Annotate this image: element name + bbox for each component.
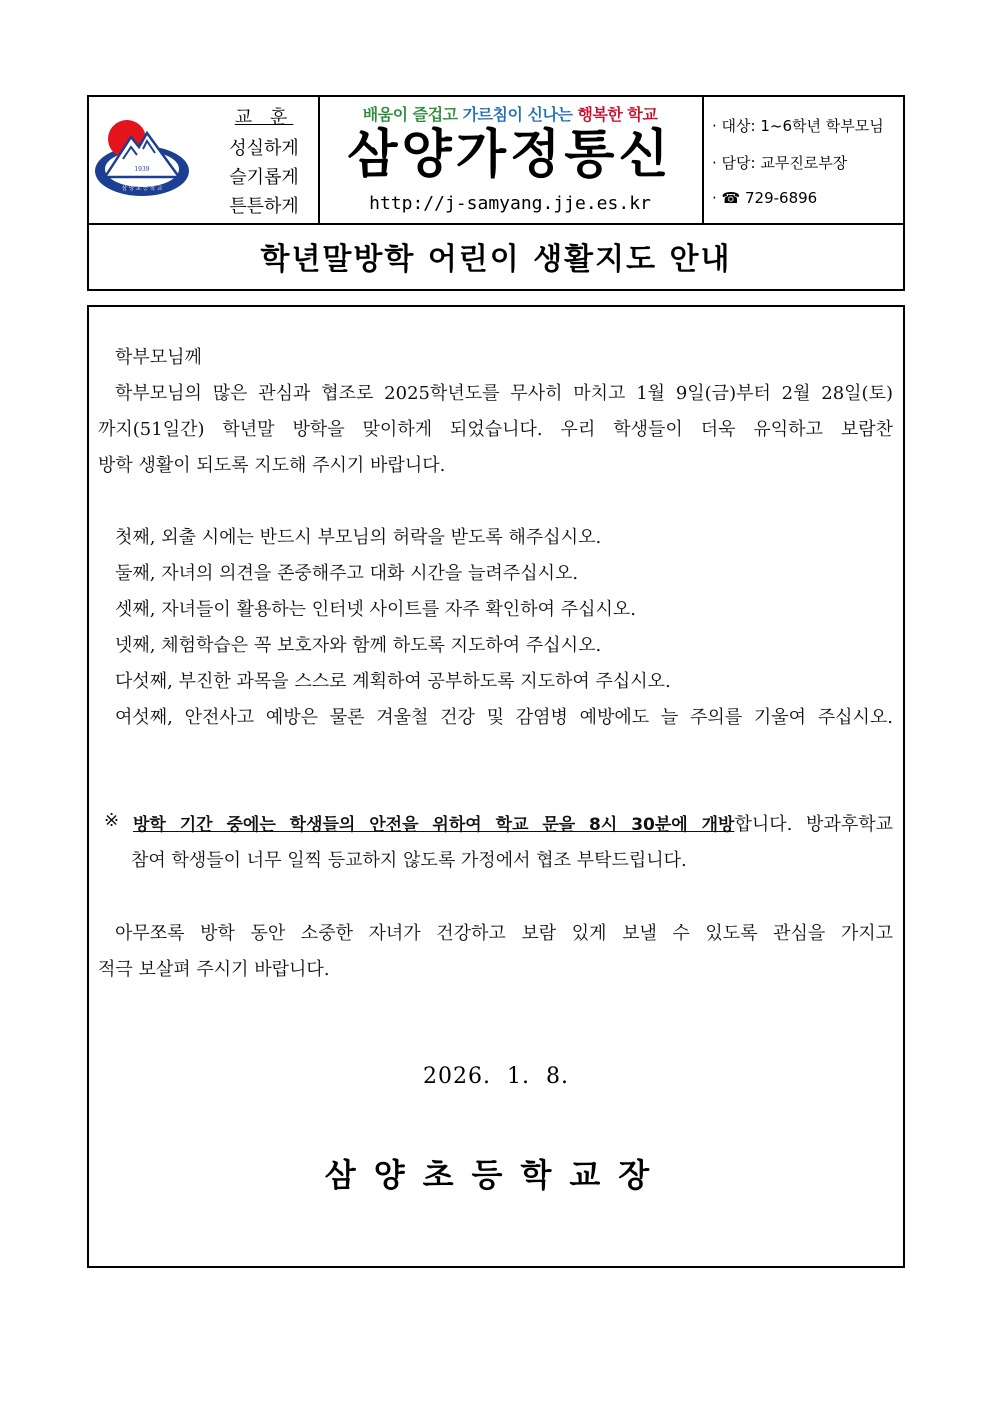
guideline-item: 둘째, 자녀의 의견을 존중해주고 대화 시간을 늘려주십시오.: [115, 563, 579, 584]
school-url: http://j-samyang.jje.es.kr: [369, 193, 651, 214]
newsletter-header: [87, 95, 905, 291]
newsletter-title: 삼양가정통신: [347, 125, 673, 185]
document-title: 학년말방학 어린이 생활지도 안내: [260, 242, 732, 277]
logo-motto-cell: [89, 97, 320, 223]
salutation: 학부모님께: [115, 347, 202, 368]
note-emphasis: 방학 기간 중에는 학생들의 안전을 위하여 학교 문을 8시 30분에 개방: [133, 815, 735, 835]
info-cell: [702, 97, 903, 223]
date-text: 2026. 1. 8.: [423, 1064, 569, 1089]
slogan-part: 배움이 즐겁고: [362, 105, 463, 124]
motto-line: 슬기롭게: [229, 167, 299, 188]
logo-ring-text: 삼 양 초 등 학 교: [121, 186, 163, 192]
note-mark: ※: [104, 810, 120, 831]
info-phone: · ☎ 729-6896: [712, 189, 818, 207]
principal-signature: 삼양초등학교장: [324, 1156, 668, 1194]
closing-text: 아무쪼록 방학 동안 소중한 자녀가 건강하고 보람 있게 보낼 수 있도록 관심을 가지고: [115, 923, 893, 944]
motto-line: 튼튼하게: [229, 196, 299, 217]
slogan-part: 가르침이 신나는: [462, 105, 578, 124]
guideline-item: 셋째, 자녀들이 활용하는 인터넷 사이트를 자주 확인하여 주십시오.: [115, 599, 636, 620]
note-line: [133, 810, 893, 836]
school-logo: [93, 119, 191, 197]
intro-line: [115, 379, 893, 405]
closing-line: 적극 보살펴 주시기 바랍니다.: [98, 959, 330, 980]
intro-text: 학부모님의 많은 관심과 협조로 2025학년도를 무사히 마치고 1월 9일(금)부터 2월 28일(토): [115, 383, 893, 404]
intro-line: [98, 415, 893, 441]
info-contact-person: · 담당: 교무진로부장: [712, 154, 848, 172]
header-top-row: [89, 97, 903, 225]
closing-line: [115, 919, 893, 945]
guideline-item: 넷째, 체험학습은 꼭 보호자와 함께 하도록 지도하여 주십시오.: [115, 635, 602, 656]
motto-title: 교 훈: [234, 107, 294, 128]
note-rest: 합니다. 방과후학교: [734, 814, 893, 835]
logo-year: 1939: [134, 166, 150, 173]
guideline-item: [115, 703, 893, 729]
slogan-part: 행복한 학교: [577, 105, 658, 124]
intro-line: 방학 생활이 되도록 지도해 주시기 바랍니다.: [98, 455, 446, 476]
school-motto: [214, 103, 314, 221]
school-slogan: [318, 102, 702, 125]
note-line-2: 참여 학생들이 너무 일찍 등교하지 않도록 가정에서 협조 부탁드립니다.: [131, 850, 687, 871]
letter-body-frame: [87, 305, 905, 1268]
note-content: [133, 810, 893, 836]
guideline-item: 첫째, 외출 시에는 반드시 부모님의 허락을 받도록 해주십시오.: [115, 527, 602, 548]
info-target: · 대상: 1~6학년 학부모님: [712, 117, 884, 135]
letter-date: [0, 1064, 992, 1089]
guideline-item: 다섯째, 부진한 과목을 스스로 계획하여 공부하도록 지도하여 주십시오.: [115, 671, 671, 692]
intro-text: 까지(51일간) 학년말 방학을 맞이하게 되었습니다. 우리 학생들이 더욱 유익하고 보람찬: [98, 419, 893, 440]
masthead-cell: [318, 97, 704, 223]
motto-line: 성실하게: [229, 138, 299, 159]
guideline-text: 여섯째, 안전사고 예방은 물론 겨울철 건강 및 감염병 예방에도 늘 주의를 기울여 주십시오.: [115, 707, 893, 728]
